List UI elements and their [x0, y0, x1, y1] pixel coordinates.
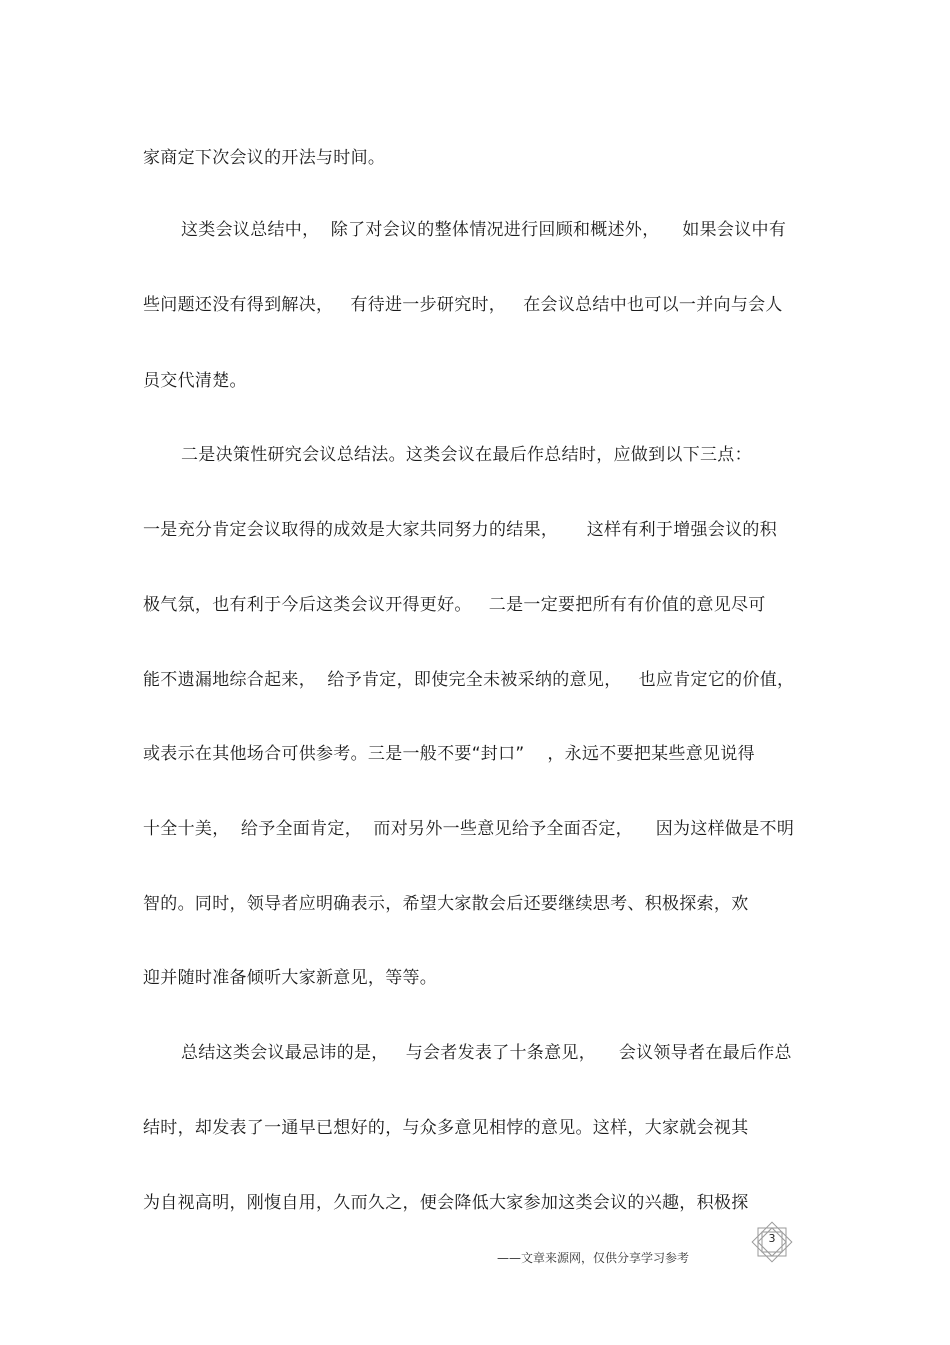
footer-source-note: ——文章来源网，仅供分享学习参考	[497, 1251, 690, 1265]
text-line-7: 极气氛，也有利于今后这类会议开得更好。 二是一定要把所有有价值的意见尽可	[143, 595, 766, 615]
text-line-9: 或表示在其他场合可供参考。三是一般不要“封口” ，永远不要把某些意见说得	[143, 744, 755, 764]
text-line-14: 结时，却发表了一通早已想好的，与众多意见相悖的意见。这样，大家就会视其	[143, 1118, 749, 1138]
text-line-12: 迎并随时准备倾听大家新意见，等等。	[143, 968, 438, 988]
text-line-15: 为自视高明，刚愎自用，久而久之，便会降低大家参加这类会议的兴趣，积极探	[143, 1193, 749, 1213]
page-badge	[748, 1218, 796, 1266]
text-line-5: 二是决策性研究会议总结法。这类会议在最后作总结时，应做到以下三点：	[181, 445, 752, 465]
text-line-1: 家商定下次会议的开法与时间。	[143, 148, 386, 168]
text-line-13: 总结这类会议最忌讳的是， 与会者发表了十条意见， 会议领导者在最后作总	[181, 1043, 792, 1063]
text-line-6: 一是充分肯定会议取得的成效是大家共同努力的结果， 这样有利于增强会议的积	[143, 520, 778, 540]
page-number: 3	[768, 1232, 776, 1245]
text-line-10: 十全十美， 给予全面肯定， 而对另外一些意见给予全面否定， 因为这样做是不明	[143, 819, 795, 839]
text-line-8: 能不遗漏地综合起来， 给予肯定，即使完全未被采纳的意见， 也应肯定它的价值，	[143, 670, 795, 690]
text-line-11: 智的。同时，领导者应明确表示，希望大家散会后还要继续思考、积极探索，欢	[143, 894, 749, 914]
text-line-4: 员交代清楚。	[143, 371, 247, 391]
text-line-2: 这类会议总结中， 除了对会议的整体情况进行回顾和概述外， 如果会议中有	[181, 220, 787, 240]
text-line-3: 些问题还没有得到解决， 有待进一步研究时， 在会议总结中也可以一并向与会人	[143, 295, 783, 315]
